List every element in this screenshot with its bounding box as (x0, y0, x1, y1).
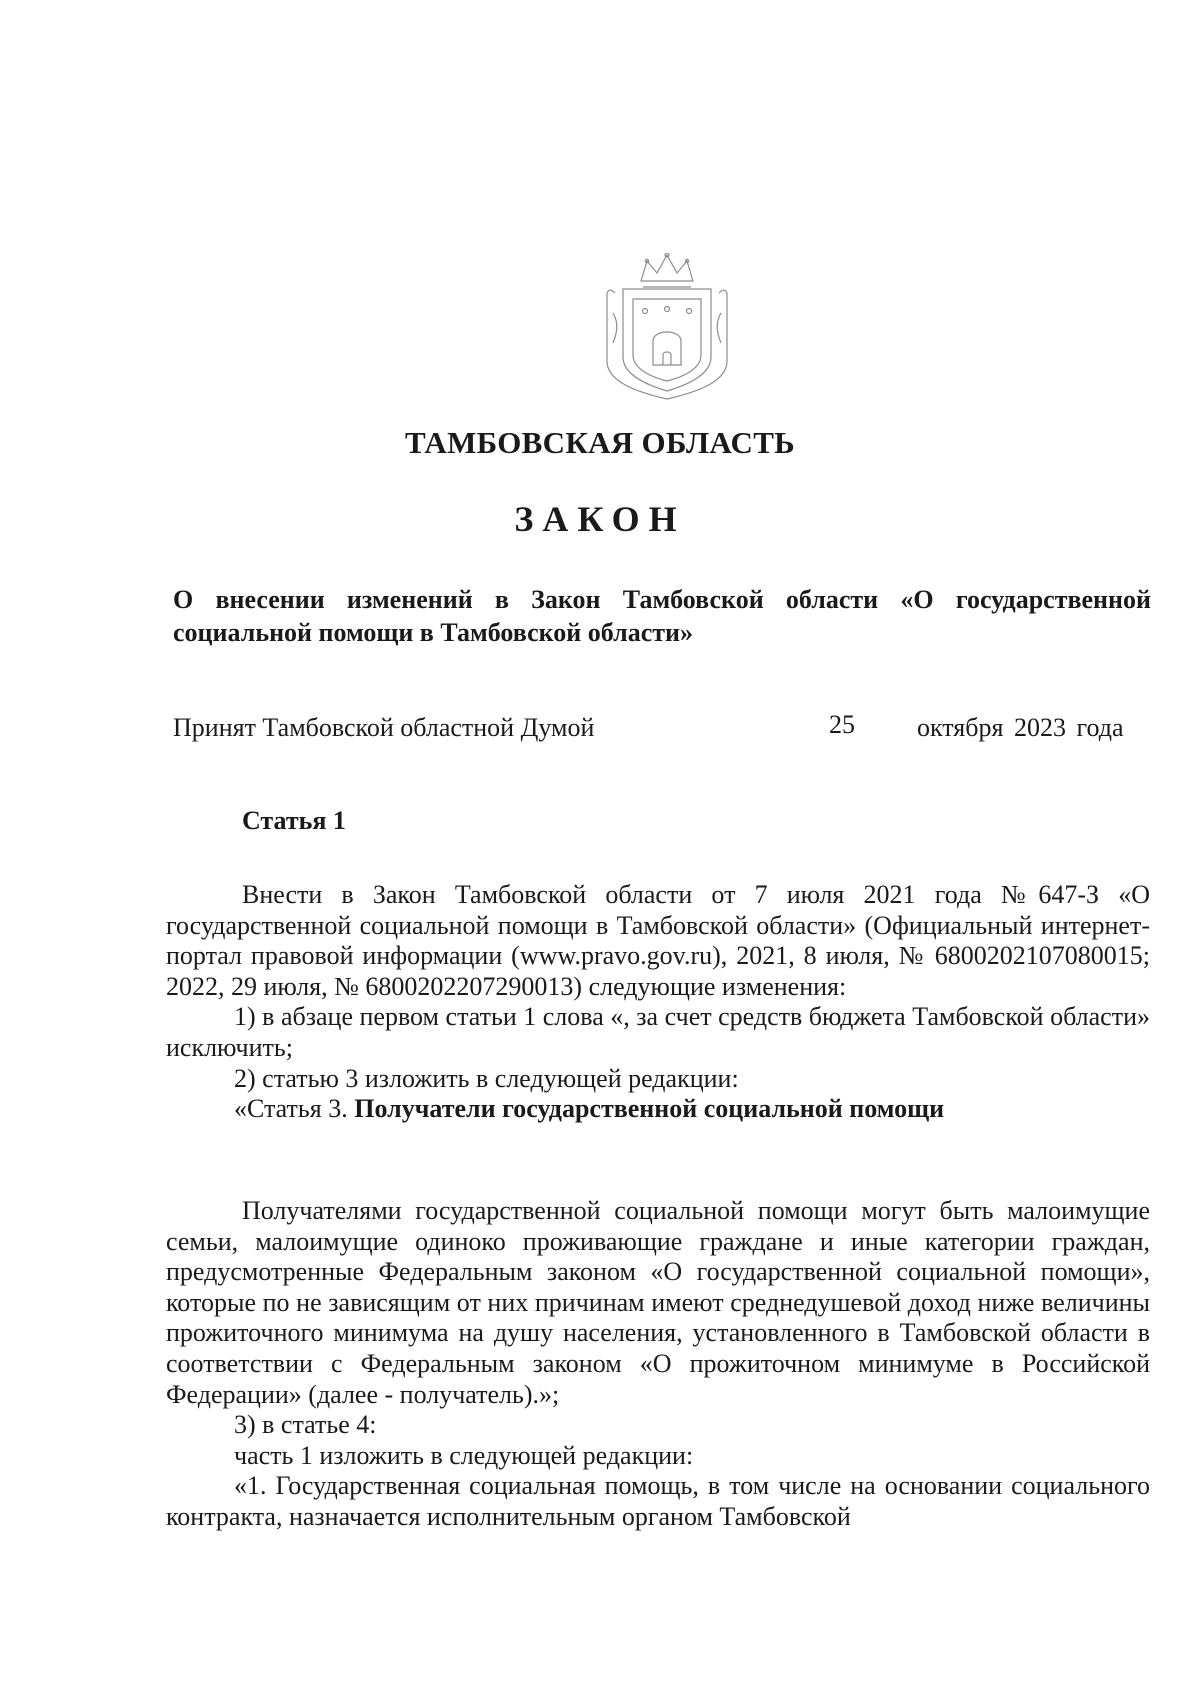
amendment-item-2: 2) статью 3 изложить в следующей редакции: (234, 1063, 739, 1093)
region-name: ТАМБОВСКАЯ ОБЛАСТЬ (405, 425, 795, 460)
new-article-prefix: «Статья 3. (234, 1094, 355, 1124)
adoption-label: Принят Тамбовской областной Думой (173, 713, 595, 742)
coat-of-arms-icon (601, 253, 733, 403)
article-body-continued (166, 1196, 1150, 1533)
adoption-date: октября 2023 года (917, 713, 1124, 742)
article-heading: Статья 1 (242, 806, 346, 835)
article-body (166, 880, 1150, 1125)
amendment-item-3: 3) в статье 4: (234, 1410, 377, 1440)
amendment-item-1: 1) в абзаце первом статьи 1 слова «, за счет средств бюджета Тамбовской области» исключить; (166, 1002, 1150, 1062)
new-article-3-heading (166, 1094, 1150, 1125)
document-type: ЗАКОН (514, 499, 686, 539)
amendment-item-3-text: «1. Государственная социальная помощь, в том числе на основании социального контракта, назначается исполнительным органом Тамбовской (166, 1471, 1150, 1531)
law-title: О внесении изменений в Закон Тамбовской области «О государственной социальной помощи в Тамбовской области» (173, 585, 1151, 647)
article-intro: Внести в Закон Тамбовской области от 7 июля 2021 года №647-З «О государственной социальной помощи в Тамбовской области» (Официальный интернет-портал правовой информации (www.pravo.gov.ru), 2021, 8 июля, № 6800202107080015; 2022, 29 июля, № 6800202207290013) следующие изменения: (166, 880, 1150, 1001)
new-article-title: Получатели государственной социальной помощи (354, 1094, 945, 1124)
amendment-item-3-part: часть 1 изложить в следующей редакции: (234, 1440, 694, 1470)
recipients-paragraph: Получателями государственной социальной помощи могут быть малоимущие семьи, малоимущие одиноко проживающие граждане и иные категории граждан, предусмотренные Федеральным законом «О государственной социальной помощи», которые по не зависящим от них причинам имеют среднедушевой доход ниже величины прожиточного минимума на душу населения, установленного в Тамбовской области в соответствии с Федеральным законом «О прожиточном минимуме в Российской Федерации» (далее - получатель).»; (166, 1196, 1150, 1409)
adoption-day: 25 (829, 710, 855, 739)
